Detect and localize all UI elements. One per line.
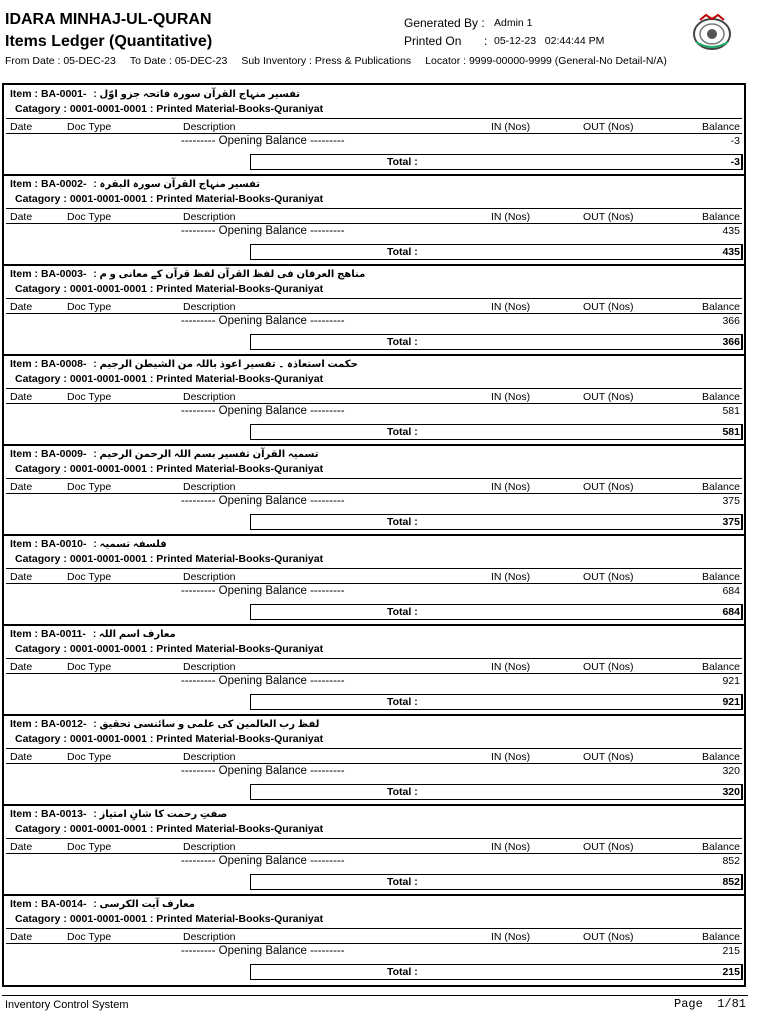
opening-balance-label: --------- Opening Balance --------- xyxy=(181,585,345,597)
opening-balance-label: --------- Opening Balance --------- xyxy=(181,675,345,687)
total-box xyxy=(250,334,743,350)
item-heading xyxy=(10,898,195,910)
col-in: IN (Nos) xyxy=(491,121,531,133)
opening-balance-value: -3 xyxy=(730,135,740,147)
total-value: 852 xyxy=(722,876,740,888)
total-value: 921 xyxy=(722,696,740,708)
col-date: Date xyxy=(10,751,33,763)
opening-balance-label: --------- Opening Balance --------- xyxy=(181,765,345,777)
opening-balance-label: --------- Opening Balance --------- xyxy=(181,225,345,237)
ledger-item-block xyxy=(4,355,744,445)
printed-on-value: 05-12-23 02:44:44 PM xyxy=(494,35,605,47)
total-value: 375 xyxy=(722,516,740,528)
item-category: Catagory : 0001-0001-0001 : Printed Material-Books-Quraniyat xyxy=(15,823,324,835)
col-description: Description xyxy=(183,391,236,403)
ledger-item-block xyxy=(4,535,744,625)
organization-logo xyxy=(690,12,734,52)
item-label: Item : xyxy=(10,538,39,550)
col-description: Description xyxy=(183,121,236,133)
col-date: Date xyxy=(10,931,33,943)
col-doc-type: Doc Type xyxy=(67,121,112,133)
item-category: Catagory : 0001-0001-0001 : Printed Material-Books-Quraniyat xyxy=(15,103,324,115)
col-in: IN (Nos) xyxy=(491,931,531,943)
opening-balance-value: 320 xyxy=(722,765,740,777)
ledger-item-block xyxy=(4,805,744,895)
item-category: Catagory : 0001-0001-0001 : Printed Material-Books-Quraniyat xyxy=(15,283,324,295)
col-doc-type: Doc Type xyxy=(67,751,112,763)
item-name: تفسیر منہاج القرآن سورہ البقرہ : xyxy=(93,179,260,190)
item-heading xyxy=(10,538,167,550)
col-balance: Balance xyxy=(702,571,740,583)
item-label: Item : xyxy=(10,178,39,190)
item-name: معارف اسم اللہ : xyxy=(92,629,176,640)
col-in: IN (Nos) xyxy=(491,481,531,493)
total-label: Total : xyxy=(387,516,418,528)
col-date: Date xyxy=(10,661,33,673)
total-label: Total : xyxy=(387,156,418,168)
col-out: OUT (Nos) xyxy=(583,301,634,313)
col-in: IN (Nos) xyxy=(491,571,531,583)
opening-balance-value: 852 xyxy=(722,855,740,867)
ledger-item-block xyxy=(4,625,744,715)
ledger-item-block xyxy=(4,175,744,265)
total-value: 684 xyxy=(722,606,740,618)
total-box xyxy=(250,784,743,800)
col-description: Description xyxy=(183,571,236,583)
item-name: تفسیر منہاج القرآن سورہ فاتحہ جزو اوّل : xyxy=(93,89,301,100)
col-description: Description xyxy=(183,301,236,313)
item-category: Catagory : 0001-0001-0001 : Printed Material-Books-Quraniyat xyxy=(15,643,324,655)
col-balance: Balance xyxy=(702,391,740,403)
col-balance: Balance xyxy=(702,661,740,673)
item-label: Item : xyxy=(10,718,39,730)
col-out: OUT (Nos) xyxy=(583,661,634,673)
total-value: 320 xyxy=(722,786,740,798)
item-name: فلسفہ تسمیہ : xyxy=(93,539,167,550)
column-header-row xyxy=(6,388,742,404)
col-date: Date xyxy=(10,301,33,313)
item-code: BA-0008- xyxy=(40,358,87,370)
total-box xyxy=(250,424,743,440)
col-in: IN (Nos) xyxy=(491,301,531,313)
total-box xyxy=(250,244,743,260)
total-value: 581 xyxy=(722,426,740,438)
opening-balance-value: 215 xyxy=(722,945,740,957)
item-category: Catagory : 0001-0001-0001 : Printed Material-Books-Quraniyat xyxy=(15,553,324,565)
item-category: Catagory : 0001-0001-0001 : Printed Material-Books-Quraniyat xyxy=(15,193,324,205)
col-description: Description xyxy=(183,841,236,853)
footer-system-name: Inventory Control System xyxy=(5,999,129,1011)
col-doc-type: Doc Type xyxy=(67,931,112,943)
generated-by-label: Generated By : xyxy=(404,16,485,30)
col-in: IN (Nos) xyxy=(491,841,531,853)
col-balance: Balance xyxy=(702,751,740,763)
item-heading xyxy=(10,178,260,190)
item-heading xyxy=(10,88,300,100)
opening-balance-label: --------- Opening Balance --------- xyxy=(181,945,345,957)
total-box xyxy=(250,694,743,710)
column-header-row xyxy=(6,568,742,584)
col-date: Date xyxy=(10,121,33,133)
total-label: Total : xyxy=(387,426,418,438)
col-out: OUT (Nos) xyxy=(583,121,634,133)
total-value: 366 xyxy=(722,336,740,348)
col-doc-type: Doc Type xyxy=(67,661,112,673)
opening-balance-value: 375 xyxy=(722,495,740,507)
report-title: Items Ledger (Quantitative) xyxy=(5,33,213,50)
col-doc-type: Doc Type xyxy=(67,841,112,853)
col-balance: Balance xyxy=(702,841,740,853)
opening-balance-label: --------- Opening Balance --------- xyxy=(181,405,345,417)
item-heading xyxy=(10,448,318,460)
col-doc-type: Doc Type xyxy=(67,571,112,583)
col-out: OUT (Nos) xyxy=(583,211,634,223)
column-header-row xyxy=(6,118,742,134)
col-in: IN (Nos) xyxy=(491,211,531,223)
col-balance: Balance xyxy=(702,931,740,943)
item-name: لفظ رب العالمین کی علمی و سائنسی تحقیق : xyxy=(93,719,320,730)
column-header-row xyxy=(6,748,742,764)
item-label: Item : xyxy=(10,358,39,370)
col-doc-type: Doc Type xyxy=(67,211,112,223)
col-description: Description xyxy=(183,931,236,943)
page-number: Page 1/81 xyxy=(674,997,747,1011)
item-category: Catagory : 0001-0001-0001 : Printed Material-Books-Quraniyat xyxy=(15,913,324,925)
col-date: Date xyxy=(10,841,33,853)
col-in: IN (Nos) xyxy=(491,751,531,763)
total-label: Total : xyxy=(387,876,418,888)
item-category: Catagory : 0001-0001-0001 : Printed Material-Books-Quraniyat xyxy=(15,733,324,745)
column-header-row xyxy=(6,658,742,674)
item-name: مناھج العرفان فی لفظ القرآن لفظ قرآن کے معانی و م : xyxy=(93,269,366,280)
col-date: Date xyxy=(10,481,33,493)
total-box xyxy=(250,154,743,170)
opening-balance-value: 581 xyxy=(722,405,740,417)
opening-balance-label: --------- Opening Balance --------- xyxy=(181,495,345,507)
item-heading xyxy=(10,358,358,370)
item-code: BA-0014- xyxy=(40,898,87,910)
column-header-row xyxy=(6,838,742,854)
total-label: Total : xyxy=(387,696,418,708)
item-heading xyxy=(10,268,365,280)
opening-balance-label: --------- Opening Balance --------- xyxy=(181,135,345,147)
total-label: Total : xyxy=(387,246,418,258)
item-label: Item : xyxy=(10,448,39,460)
total-box xyxy=(250,964,743,980)
opening-balance-value: 921 xyxy=(722,675,740,687)
item-code: BA-0012- xyxy=(40,718,87,730)
col-out: OUT (Nos) xyxy=(583,841,634,853)
generated-by-value: Admin 1 xyxy=(494,17,533,29)
col-out: OUT (Nos) xyxy=(583,751,634,763)
item-code: BA-0009- xyxy=(40,448,87,460)
col-balance: Balance xyxy=(702,301,740,313)
total-box xyxy=(250,874,743,890)
item-code: BA-0013- xyxy=(40,808,87,820)
item-name: حکمت استعاذہ ۔ تفسیر اعوذ باللہ من الشیطن الرجیم : xyxy=(93,359,358,370)
from-date: From Date : 05-DEC-23 xyxy=(5,55,116,67)
item-heading xyxy=(10,628,176,640)
opening-balance-value: 366 xyxy=(722,315,740,327)
footer-rule xyxy=(2,995,748,996)
total-label: Total : xyxy=(387,336,418,348)
item-name: صفتِ رحمت کا شانِ امتیاز : xyxy=(93,809,228,820)
col-description: Description xyxy=(183,211,236,223)
total-box xyxy=(250,604,743,620)
col-balance: Balance xyxy=(702,121,740,133)
ledger-item-block xyxy=(4,445,744,535)
col-date: Date xyxy=(10,571,33,583)
item-code: BA-0002- xyxy=(40,178,87,190)
col-date: Date xyxy=(10,211,33,223)
item-heading xyxy=(10,718,319,730)
column-header-row xyxy=(6,478,742,494)
ledger-frame xyxy=(2,83,746,987)
col-doc-type: Doc Type xyxy=(67,391,112,403)
total-label: Total : xyxy=(387,606,418,618)
opening-balance-value: 684 xyxy=(722,585,740,597)
item-category: Catagory : 0001-0001-0001 : Printed Material-Books-Quraniyat xyxy=(15,373,324,385)
col-doc-type: Doc Type xyxy=(67,481,112,493)
col-balance: Balance xyxy=(702,211,740,223)
ledger-item-block xyxy=(4,85,744,175)
report-parameters xyxy=(5,56,685,68)
column-header-row xyxy=(6,298,742,314)
col-in: IN (Nos) xyxy=(491,661,531,673)
item-label: Item : xyxy=(10,268,39,280)
item-label: Item : xyxy=(10,88,39,100)
total-label: Total : xyxy=(387,786,418,798)
item-category: Catagory : 0001-0001-0001 : Printed Material-Books-Quraniyat xyxy=(15,463,324,475)
total-value: 435 xyxy=(722,246,740,258)
col-in: IN (Nos) xyxy=(491,391,531,403)
report-org-name: IDARA MINHAJ-UL-QURAN xyxy=(5,11,212,28)
col-out: OUT (Nos) xyxy=(583,931,634,943)
col-balance: Balance xyxy=(702,481,740,493)
item-heading xyxy=(10,808,227,820)
opening-balance-value: 435 xyxy=(722,225,740,237)
ledger-item-block xyxy=(4,715,744,805)
col-date: Date xyxy=(10,391,33,403)
printed-on-label: Printed On xyxy=(404,34,462,48)
column-header-row xyxy=(6,208,742,224)
col-out: OUT (Nos) xyxy=(583,481,634,493)
item-label: Item : xyxy=(10,808,39,820)
total-value: -3 xyxy=(730,156,740,168)
col-doc-type: Doc Type xyxy=(67,301,112,313)
locator: Locator : 9999-00000-9999 (General-No Detail-N/A) xyxy=(425,55,667,67)
ledger-item-block xyxy=(4,265,744,355)
sub-inventory: Sub Inventory : Press & Publications xyxy=(241,55,412,67)
item-code: BA-0003- xyxy=(40,268,87,280)
opening-balance-label: --------- Opening Balance --------- xyxy=(181,855,345,867)
ledger-item-block xyxy=(4,895,744,985)
col-out: OUT (Nos) xyxy=(583,571,634,583)
col-out: OUT (Nos) xyxy=(583,391,634,403)
opening-balance-label: --------- Opening Balance --------- xyxy=(181,315,345,327)
col-description: Description xyxy=(183,751,236,763)
col-description: Description xyxy=(183,661,236,673)
item-name: معارف آیت الکرسی : xyxy=(93,899,195,910)
item-label: Item : xyxy=(10,898,39,910)
printed-on-colon: : xyxy=(484,34,488,48)
to-date: To Date : 05-DEC-23 xyxy=(129,55,228,67)
item-label: Item : xyxy=(10,628,39,640)
total-label: Total : xyxy=(387,966,418,978)
item-name: تسمیہ القرآن تفسیر بسم اللہ الرحمن الرحیم : xyxy=(93,449,319,460)
item-code: BA-0011- xyxy=(40,628,86,640)
column-header-row xyxy=(6,928,742,944)
item-code: BA-0001- xyxy=(40,88,87,100)
total-box xyxy=(250,514,743,530)
total-value: 215 xyxy=(722,966,740,978)
col-description: Description xyxy=(183,481,236,493)
item-code: BA-0010- xyxy=(40,538,87,550)
